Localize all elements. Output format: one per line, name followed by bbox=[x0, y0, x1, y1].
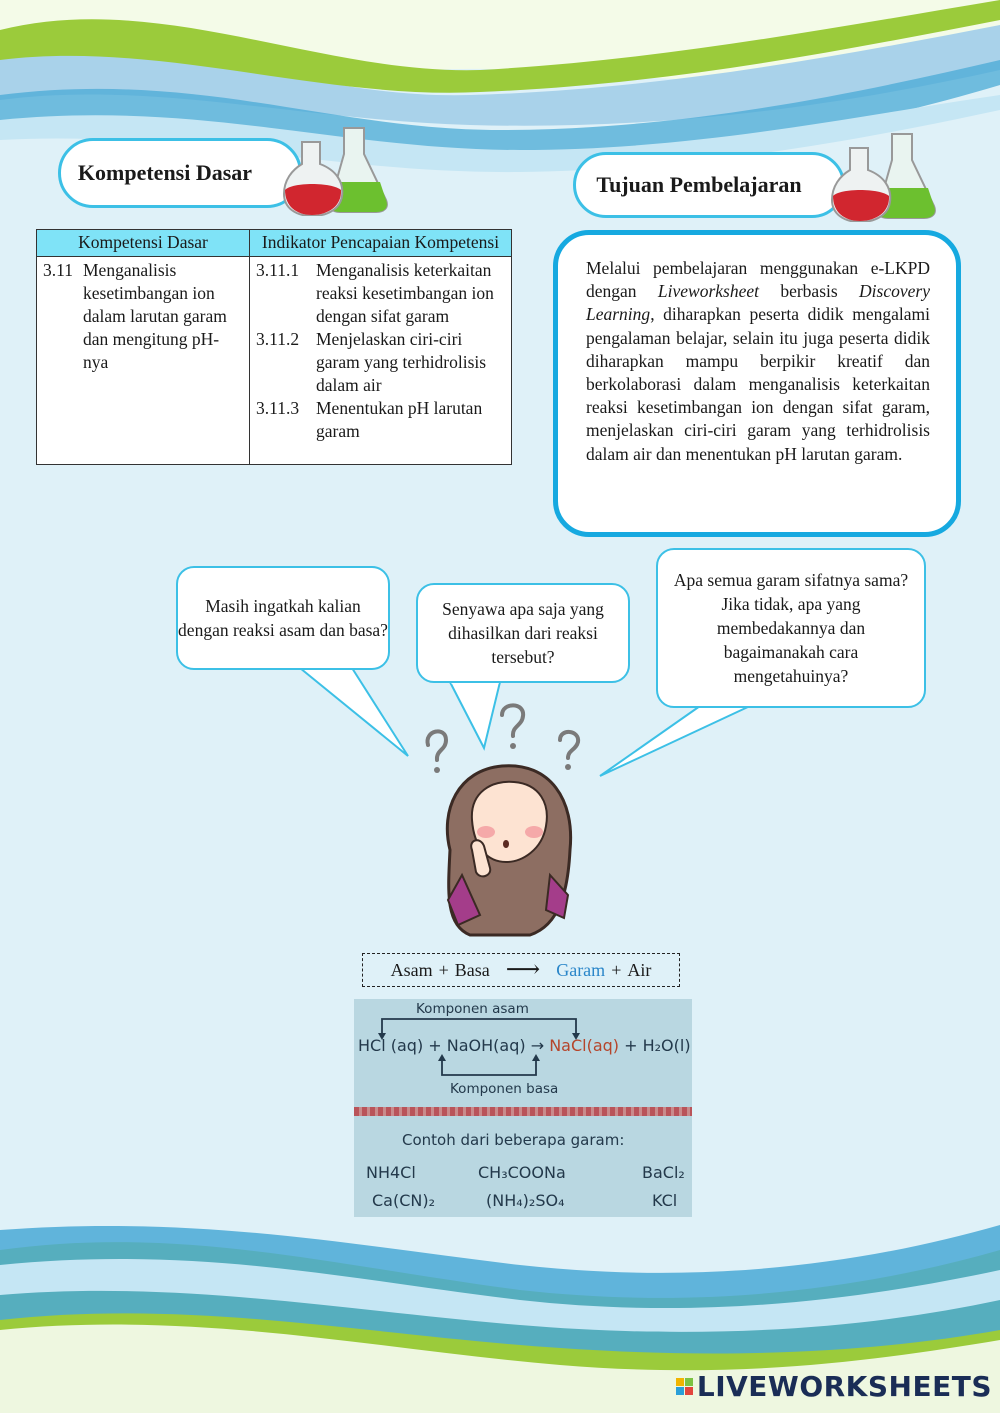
kompetensi-dasar-heading: Kompetensi Dasar bbox=[58, 138, 302, 208]
kd-text: Menganalisis kesetimbangan ion dalam larutan garam dan mengitung pH-nya bbox=[83, 260, 227, 372]
objective-italic: Liveworksheet bbox=[657, 281, 759, 302]
thinking-girl-illustration bbox=[410, 700, 590, 945]
equation-water: Air bbox=[627, 959, 652, 980]
equation-salt: Garam bbox=[556, 959, 606, 980]
reaction-salt: NaCl(aq) bbox=[549, 1036, 620, 1055]
equation-plus: + bbox=[438, 959, 449, 980]
acid-component-label: Komponen asam bbox=[416, 1001, 529, 1017]
table-header: Kompetensi Dasar bbox=[37, 230, 250, 257]
salt-example: (NH₄)₂SO₄ bbox=[486, 1191, 565, 1210]
objective-italic: Discovery Learning bbox=[586, 281, 930, 325]
salt-examples-title: Contoh dari beberapa garam: bbox=[402, 1131, 625, 1149]
indicator-number: 3.11.3 bbox=[256, 398, 300, 418]
kd-number: 3.11 bbox=[43, 260, 73, 280]
indicator-number: 3.11.1 bbox=[256, 260, 300, 280]
salt-example: Ca(CN)₂ bbox=[372, 1191, 436, 1210]
salt-example: KCl bbox=[652, 1191, 678, 1210]
objective-text: berbasis bbox=[758, 281, 860, 302]
photo-divider bbox=[354, 1107, 692, 1116]
speech-bubble bbox=[656, 548, 926, 708]
objective-text: Melalui pembelajaran menggunakan e-LKPD dengan bbox=[586, 258, 930, 302]
bubble-text: Masih ingatkah kalian dengan reaksi asam dan basa? bbox=[178, 596, 388, 640]
reaction-right: + H₂O(l) bbox=[619, 1036, 691, 1055]
indicator-text: Menganalisis keterkaitan reaksi kesetimbangan ion dengan sifat garam bbox=[316, 260, 494, 326]
tujuan-pembelajaran-heading: Tujuan Pembelajaran bbox=[573, 152, 845, 218]
arrow-right-icon: ⟶ bbox=[505, 957, 541, 983]
salt-example: NH4Cl bbox=[366, 1163, 416, 1182]
equation-base: Basa bbox=[454, 959, 490, 980]
table-header: Indikator Pencapaian Kompetensi bbox=[250, 230, 512, 257]
textbook-photo bbox=[354, 999, 692, 1217]
indicator-text: Menjelaskan ciri-ciri garam yang terhidrolisis dalam air bbox=[316, 329, 487, 395]
base-component-label: Komponen basa bbox=[450, 1081, 559, 1097]
bubble-text: Senyawa apa saja yang dihasilkan dari reaksi tersebut? bbox=[442, 599, 604, 667]
speech-bubble bbox=[176, 566, 390, 670]
brand-text: LIVEWORKSHEETS bbox=[696, 1370, 992, 1403]
liveworksheets-logo-icon bbox=[676, 1378, 693, 1395]
reaction-equation bbox=[362, 953, 680, 987]
indicator-text: Menentukan pH larutan garam bbox=[316, 398, 483, 441]
salt-example: CH₃COONa bbox=[478, 1163, 566, 1182]
equation-plus: + bbox=[611, 959, 622, 980]
salt-example: BaCl₂ bbox=[642, 1163, 685, 1182]
reaction-line bbox=[358, 1036, 691, 1055]
indicator-number: 3.11.2 bbox=[256, 329, 300, 349]
objective-text: , diharapkan peserta didik mengalami pengalaman belajar, selain itu juga peserta didik diharapkan mampu berpikir kreatif dan berkolaborasi dalam menganalisis keterkaitan reaksi kesetimbangan ion dengan sifat garam, menjelaskan ciri-ciri garam yang terhidrolisis dalam air dan menentukan pH larutan garam. bbox=[586, 304, 930, 464]
speech-bubble bbox=[416, 583, 630, 683]
reaction-left: HCl (aq) + NaOH(aq) → bbox=[358, 1036, 550, 1055]
liveworksheets-brand bbox=[676, 1370, 992, 1403]
equation-acid: Asam bbox=[390, 959, 433, 980]
bubble-text: Apa semua garam sifatnya sama? Jika tidak, apa yang membedakannya dan bagaimanakah cara mengetahuinya? bbox=[673, 570, 909, 686]
